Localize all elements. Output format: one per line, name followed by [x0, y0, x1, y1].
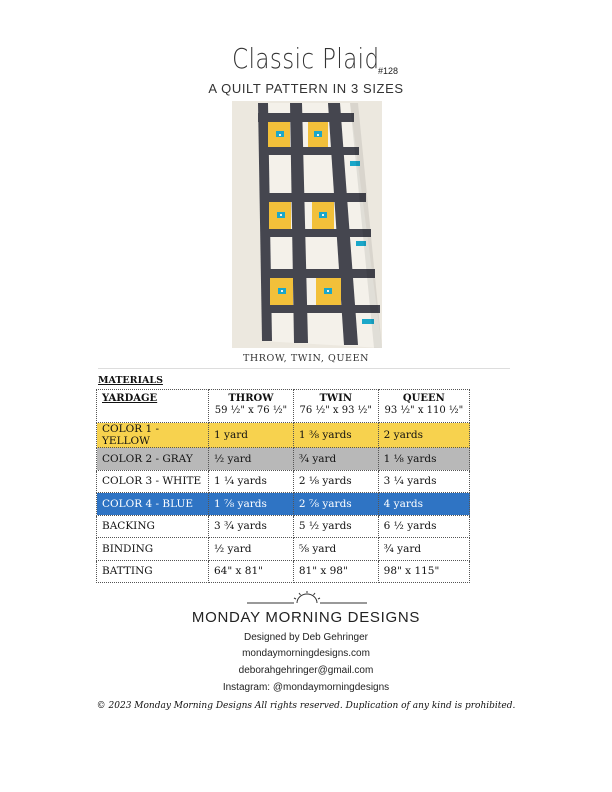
pattern-title-wrap: [0, 42, 612, 75]
table-row: [97, 470, 470, 493]
cell-queen: ¾ yard: [378, 538, 469, 561]
table-row: [97, 560, 470, 583]
table-row: [97, 538, 470, 561]
row-label: COLOR 1 - YELLOW: [97, 423, 209, 448]
cell-queen: 1 ⅛ yards: [378, 448, 469, 471]
cell-throw: 1 yard: [209, 423, 294, 448]
row-label: BATTING: [97, 560, 209, 583]
cell-twin: 2 ⅛ yards: [293, 470, 378, 493]
table-row: [97, 515, 470, 538]
cell-queen: 6 ½ yards: [378, 515, 469, 538]
column-size: 93 ½" x 110 ½": [384, 405, 464, 416]
designer-credit: Designed by Deb Gehringer: [244, 632, 368, 643]
company-name: MONDAY MORNING DESIGNS: [191, 609, 421, 626]
row-label: BINDING: [97, 538, 209, 561]
cell-throw: 1 ¼ yards: [209, 470, 294, 493]
divider: [98, 368, 510, 369]
yardage-header: YARDAGE: [97, 390, 209, 423]
column-name: THROW: [228, 393, 274, 404]
quilt-photo: [232, 101, 382, 348]
cell-queen: 3 ¼ yards: [378, 470, 469, 493]
cell-throw: ½ yard: [209, 538, 294, 561]
sunrise-icon: [247, 590, 367, 606]
column-name: TWIN: [319, 393, 352, 404]
cell-queen: 2 yards: [378, 423, 469, 448]
column-size: 76 ½" x 93 ½": [299, 405, 372, 416]
row-label: BACKING: [97, 515, 209, 538]
cell-throw: 1 ⅞ yards: [209, 493, 294, 516]
pattern-subtitle: A QUILT PATTERN IN 3 SIZES: [208, 81, 404, 96]
quilt-illustration: [232, 101, 382, 348]
cell-twin: ⅝ yard: [293, 538, 378, 561]
column-header-throw: [209, 390, 294, 423]
pattern-number: #128: [378, 66, 399, 76]
cell-queen: 98" x 115": [378, 560, 469, 583]
cell-twin: ¾ yard: [293, 448, 378, 471]
website-link[interactable]: mondaymorningdesigns.com: [242, 648, 370, 659]
table-row: [97, 493, 470, 516]
cell-twin: 5 ½ yards: [293, 515, 378, 538]
table-header-row: [97, 390, 470, 423]
cell-twin: 2 ⅞ yards: [293, 493, 378, 516]
email-link[interactable]: deborahgehringer@gmail.com: [238, 665, 374, 676]
row-label: COLOR 3 - WHITE: [97, 470, 209, 493]
instagram-handle: Instagram: @mondaymorningdesigns: [222, 682, 390, 693]
column-name: QUEEN: [402, 393, 445, 404]
materials-heading: MATERIALS: [98, 375, 163, 386]
table-row: [97, 423, 470, 448]
materials-table: [96, 389, 470, 583]
cell-twin: 1 ⅜ yards: [293, 423, 378, 448]
cell-throw: ½ yard: [209, 448, 294, 471]
cell-throw: 64" x 81": [209, 560, 294, 583]
column-header-twin: [293, 390, 378, 423]
cell-throw: 3 ¾ yards: [209, 515, 294, 538]
cell-twin: 81" x 98": [293, 560, 378, 583]
row-label: COLOR 4 - BLUE: [97, 493, 209, 516]
sunrise-logo: [247, 590, 367, 606]
copyright-notice: © 2023 Monday Morning Designs All rights reserved. Duplication of any kind is prohibited.: [96, 701, 516, 711]
cell-queen: 4 yards: [378, 493, 469, 516]
row-label: COLOR 2 - GRAY: [97, 448, 209, 471]
photo-caption: THROW, TWIN, QUEEN: [242, 353, 370, 364]
column-header-queen: [378, 390, 469, 423]
pattern-title: Classic Plaid: [232, 42, 380, 75]
column-size: 59 ½" x 76 ½": [214, 405, 288, 416]
table-row: [97, 448, 470, 471]
